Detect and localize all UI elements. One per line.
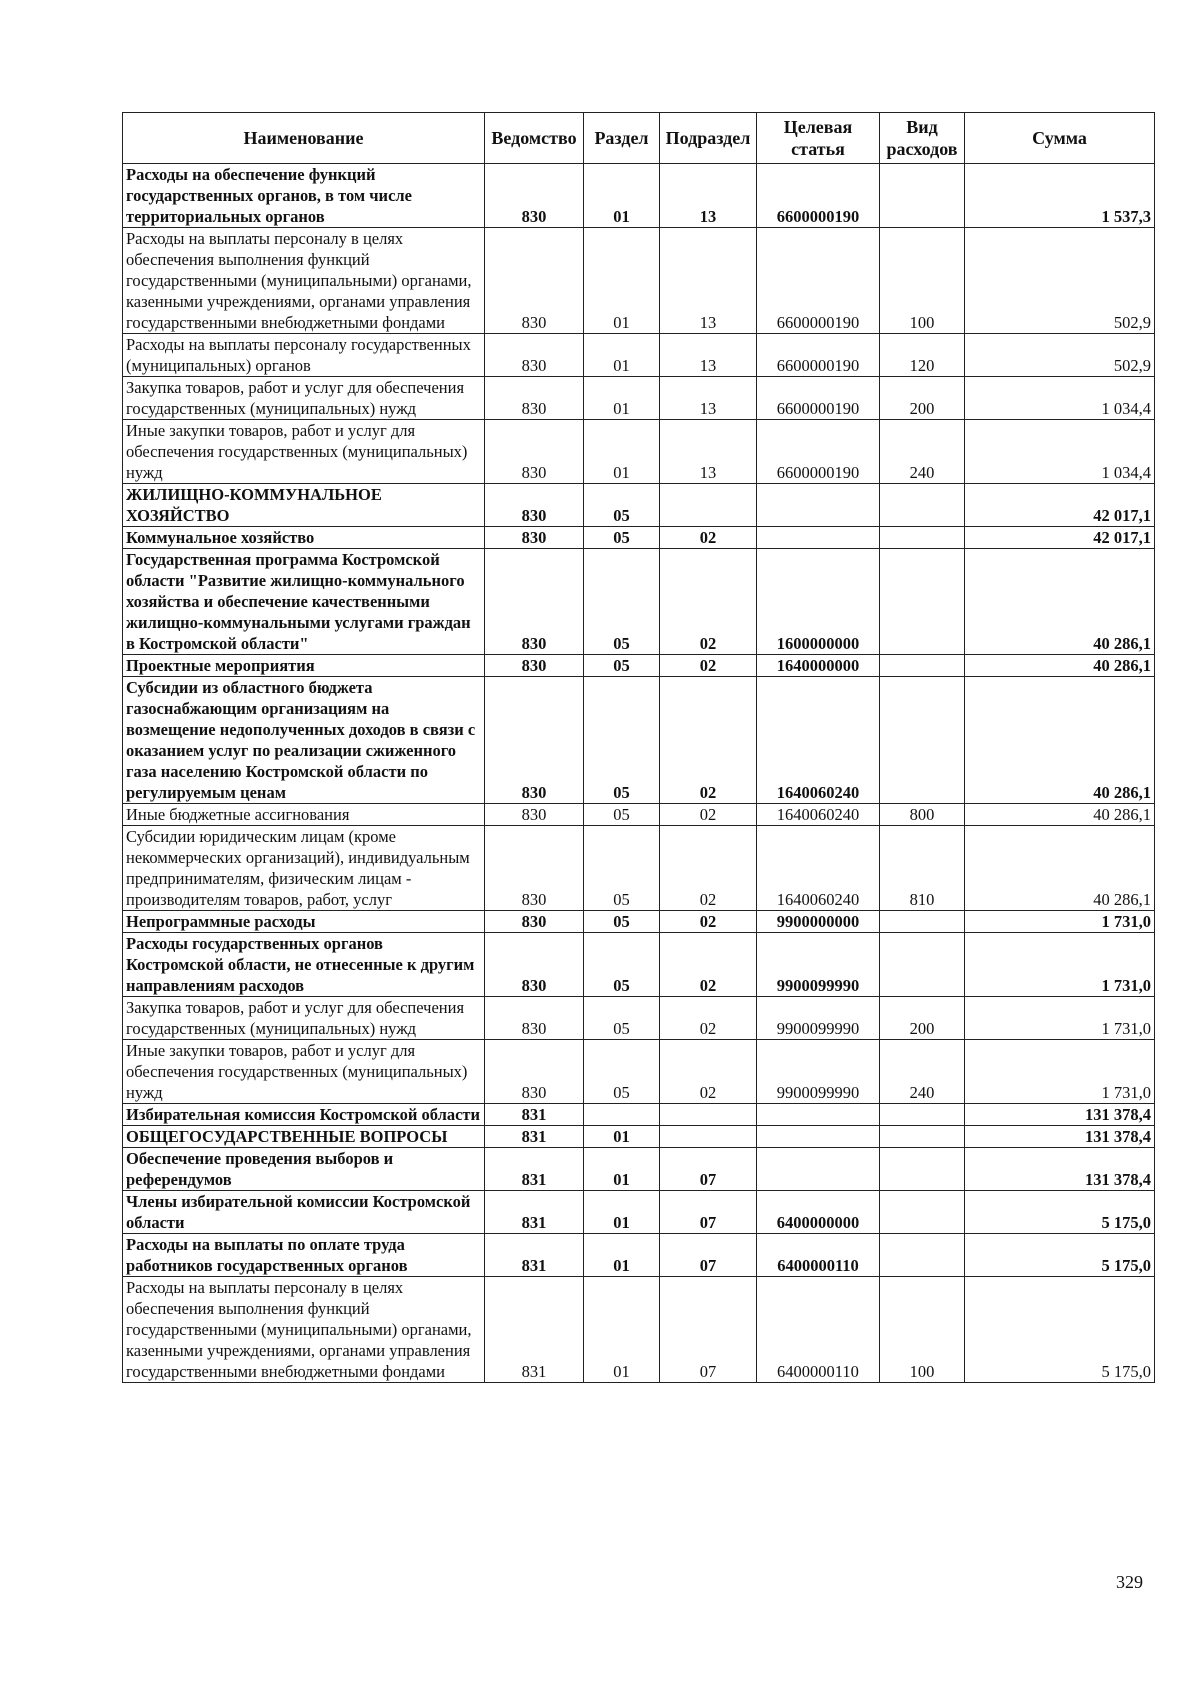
table-row	[123, 911, 1155, 933]
cell-target	[757, 1148, 880, 1191]
cell-type: 810	[880, 826, 965, 911]
cell-sum: 1 731,0	[965, 933, 1155, 997]
cell-sum: 42 017,1	[965, 484, 1155, 527]
cell-section: 05	[584, 655, 660, 677]
cell-target	[757, 1104, 880, 1126]
cell-name: ЖИЛИЩНО-КОММУНАЛЬНОЕ ХОЗЯЙСТВО	[123, 484, 485, 527]
cell-target	[757, 1126, 880, 1148]
cell-subsection	[660, 484, 757, 527]
cell-sum: 42 017,1	[965, 527, 1155, 549]
cell-target	[757, 484, 880, 527]
cell-target: 9900000000	[757, 911, 880, 933]
cell-name: ОБЩЕГОСУДАРСТВЕННЫЕ ВОПРОСЫ	[123, 1126, 485, 1148]
cell-target: 6600000190	[757, 334, 880, 377]
cell-type	[880, 655, 965, 677]
cell-section: 01	[584, 1277, 660, 1383]
cell-sum: 131 378,4	[965, 1104, 1155, 1126]
cell-dept: 831	[485, 1104, 584, 1126]
cell-dept: 830	[485, 804, 584, 826]
cell-name: Избирательная комиссия Костромской области	[123, 1104, 485, 1126]
cell-section: 05	[584, 911, 660, 933]
cell-section: 05	[584, 484, 660, 527]
cell-dept: 830	[485, 228, 584, 334]
cell-dept: 831	[485, 1191, 584, 1234]
cell-subsection: 02	[660, 527, 757, 549]
cell-subsection: 02	[660, 911, 757, 933]
cell-subsection: 02	[660, 997, 757, 1040]
cell-type	[880, 933, 965, 997]
cell-name: Иные закупки товаров, работ и услуг для обеспечения государственных (муниципальных) нужд	[123, 1040, 485, 1104]
cell-subsection: 13	[660, 334, 757, 377]
cell-type	[880, 484, 965, 527]
cell-subsection: 02	[660, 804, 757, 826]
cell-target: 6600000190	[757, 228, 880, 334]
table-row	[123, 228, 1155, 334]
cell-sum: 1 537,3	[965, 164, 1155, 228]
cell-sum: 131 378,4	[965, 1126, 1155, 1148]
cell-name: Расходы на обеспечение функций государственных органов, в том числе территориальных органов	[123, 164, 485, 228]
cell-name: Расходы на выплаты персоналу в целях обеспечения выполнения функций государственными (муниципальными) органами, казенными учреждениями, органами управления государственными внебюджетными фондами	[123, 228, 485, 334]
table-row	[123, 549, 1155, 655]
cell-dept: 830	[485, 997, 584, 1040]
cell-name: Иные закупки товаров, работ и услуг для обеспечения государственных (муниципальных) нужд	[123, 420, 485, 484]
cell-dept: 831	[485, 1277, 584, 1383]
cell-section: 01	[584, 1234, 660, 1277]
cell-sum: 40 286,1	[965, 677, 1155, 804]
table-row	[123, 1277, 1155, 1383]
cell-section: 01	[584, 1148, 660, 1191]
cell-type	[880, 1104, 965, 1126]
cell-target: 6600000190	[757, 377, 880, 420]
cell-name: Коммунальное хозяйство	[123, 527, 485, 549]
cell-dept: 830	[485, 164, 584, 228]
cell-type	[880, 1191, 965, 1234]
cell-name: Расходы на выплаты по оплате труда работников государственных органов	[123, 1234, 485, 1277]
page-number: 329	[1116, 1572, 1143, 1592]
cell-target: 1640000000	[757, 655, 880, 677]
cell-dept: 830	[485, 484, 584, 527]
cell-section: 01	[584, 377, 660, 420]
cell-name: Закупка товаров, работ и услуг для обеспечения государственных (муниципальных) нужд	[123, 377, 485, 420]
cell-dept: 830	[485, 377, 584, 420]
cell-sum: 131 378,4	[965, 1148, 1155, 1191]
cell-dept: 830	[485, 826, 584, 911]
table-row	[123, 484, 1155, 527]
cell-section: 01	[584, 334, 660, 377]
cell-sum: 5 175,0	[965, 1277, 1155, 1383]
cell-target: 6400000110	[757, 1234, 880, 1277]
cell-type	[880, 1148, 965, 1191]
cell-dept: 830	[485, 911, 584, 933]
table-row	[123, 334, 1155, 377]
cell-sum: 40 286,1	[965, 826, 1155, 911]
cell-dept: 830	[485, 933, 584, 997]
cell-name: Иные бюджетные ассигнования	[123, 804, 485, 826]
cell-subsection: 07	[660, 1191, 757, 1234]
cell-name: Обеспечение проведения выборов и референдумов	[123, 1148, 485, 1191]
table-row	[123, 804, 1155, 826]
cell-name: Субсидии юридическим лицам (кроме некоммерческих организаций), индивидуальным предпринимателям, физическим лицам - производителям товаров, работ, услуг	[123, 826, 485, 911]
cell-sum: 1 034,4	[965, 377, 1155, 420]
cell-target: 1640060240	[757, 826, 880, 911]
table-row	[123, 997, 1155, 1040]
table-row	[123, 164, 1155, 228]
cell-subsection: 13	[660, 164, 757, 228]
cell-section: 05	[584, 997, 660, 1040]
table-row	[123, 1126, 1155, 1148]
cell-type: 240	[880, 1040, 965, 1104]
cell-target: 9900099990	[757, 933, 880, 997]
cell-sum: 40 286,1	[965, 655, 1155, 677]
cell-target: 6600000190	[757, 164, 880, 228]
cell-section: 01	[584, 228, 660, 334]
cell-name: Расходы государственных органов Костромской области, не отнесенные к другим направлениям расходов	[123, 933, 485, 997]
cell-target: 9900099990	[757, 997, 880, 1040]
cell-section: 05	[584, 804, 660, 826]
cell-section: 05	[584, 1040, 660, 1104]
cell-dept: 830	[485, 1040, 584, 1104]
table-row	[123, 377, 1155, 420]
cell-dept: 831	[485, 1126, 584, 1148]
cell-type	[880, 1126, 965, 1148]
cell-type	[880, 1234, 965, 1277]
cell-dept: 830	[485, 549, 584, 655]
cell-target: 6600000190	[757, 420, 880, 484]
cell-type: 100	[880, 1277, 965, 1383]
cell-name: Члены избирательной комиссии Костромской области	[123, 1191, 485, 1234]
table-row	[123, 1234, 1155, 1277]
cell-name: Расходы на выплаты персоналу в целях обеспечения выполнения функций государственными (муниципальными) органами, казенными учреждениями, органами управления государственными внебюджетными фондами	[123, 1277, 485, 1383]
table-row	[123, 1040, 1155, 1104]
cell-name: Закупка товаров, работ и услуг для обеспечения государственных (муниципальных) нужд	[123, 997, 485, 1040]
cell-section: 01	[584, 1191, 660, 1234]
cell-subsection: 07	[660, 1234, 757, 1277]
cell-dept: 830	[485, 527, 584, 549]
cell-name: Непрограммные расходы	[123, 911, 485, 933]
cell-target: 1640060240	[757, 804, 880, 826]
cell-name: Расходы на выплаты персоналу государственных (муниципальных) органов	[123, 334, 485, 377]
cell-dept: 830	[485, 677, 584, 804]
table-row	[123, 677, 1155, 804]
cell-section: 05	[584, 677, 660, 804]
table-row	[123, 527, 1155, 549]
cell-type	[880, 677, 965, 804]
cell-type: 200	[880, 997, 965, 1040]
header-dept: Ведомство	[485, 113, 584, 164]
cell-dept: 830	[485, 655, 584, 677]
cell-section: 05	[584, 549, 660, 655]
cell-type	[880, 527, 965, 549]
cell-subsection	[660, 1104, 757, 1126]
header-type: Вид расходов	[880, 113, 965, 164]
cell-sum: 5 175,0	[965, 1191, 1155, 1234]
cell-subsection: 02	[660, 1040, 757, 1104]
cell-section: 01	[584, 164, 660, 228]
cell-name: Проектные мероприятия	[123, 655, 485, 677]
cell-type: 200	[880, 377, 965, 420]
cell-target: 6400000000	[757, 1191, 880, 1234]
cell-subsection	[660, 1126, 757, 1148]
cell-type: 240	[880, 420, 965, 484]
header-target: Целевая статья	[757, 113, 880, 164]
cell-sum: 1 731,0	[965, 911, 1155, 933]
table-row	[123, 933, 1155, 997]
cell-sum: 502,9	[965, 334, 1155, 377]
cell-dept: 830	[485, 334, 584, 377]
header-row	[123, 113, 1155, 164]
table-row	[123, 655, 1155, 677]
cell-name: Государственная программа Костромской области "Развитие жилищно-коммунального хозяйства и обеспечение качественными жилищно-коммунальными услугами граждан в Костромской области"	[123, 549, 485, 655]
table-row	[123, 1191, 1155, 1234]
budget-table	[122, 112, 1155, 1383]
cell-section: 01	[584, 1126, 660, 1148]
cell-subsection: 13	[660, 228, 757, 334]
cell-subsection: 02	[660, 826, 757, 911]
table-row	[123, 420, 1155, 484]
table-row	[123, 1104, 1155, 1126]
cell-section: 01	[584, 420, 660, 484]
cell-section: 05	[584, 826, 660, 911]
cell-type: 800	[880, 804, 965, 826]
cell-type	[880, 911, 965, 933]
cell-subsection: 02	[660, 677, 757, 804]
cell-target: 1640060240	[757, 677, 880, 804]
cell-type	[880, 164, 965, 228]
cell-subsection: 02	[660, 933, 757, 997]
header-name: Наименование	[123, 113, 485, 164]
cell-name: Субсидии из областного бюджета газоснабжающим организациям на возмещение недополученных доходов в связи с оказанием услуг по реализации сжиженного газа населению Костромской области по регулируемым ценам	[123, 677, 485, 804]
cell-type: 120	[880, 334, 965, 377]
cell-target: 9900099990	[757, 1040, 880, 1104]
cell-subsection: 07	[660, 1277, 757, 1383]
cell-section	[584, 1104, 660, 1126]
header-section: Раздел	[584, 113, 660, 164]
header-subsection: Подраздел	[660, 113, 757, 164]
cell-dept: 831	[485, 1234, 584, 1277]
cell-sum: 1 034,4	[965, 420, 1155, 484]
cell-target: 6400000110	[757, 1277, 880, 1383]
cell-subsection: 07	[660, 1148, 757, 1191]
table-row	[123, 1148, 1155, 1191]
cell-dept: 830	[485, 420, 584, 484]
header-sum: Сумма	[965, 113, 1155, 164]
cell-target	[757, 527, 880, 549]
cell-subsection: 13	[660, 377, 757, 420]
cell-type	[880, 549, 965, 655]
cell-sum: 502,9	[965, 228, 1155, 334]
cell-sum: 40 286,1	[965, 804, 1155, 826]
cell-sum: 40 286,1	[965, 549, 1155, 655]
cell-section: 05	[584, 527, 660, 549]
cell-sum: 1 731,0	[965, 1040, 1155, 1104]
cell-type: 100	[880, 228, 965, 334]
cell-target: 1600000000	[757, 549, 880, 655]
cell-sum: 1 731,0	[965, 997, 1155, 1040]
cell-subsection: 02	[660, 655, 757, 677]
cell-dept: 831	[485, 1148, 584, 1191]
table-row	[123, 826, 1155, 911]
cell-subsection: 02	[660, 549, 757, 655]
cell-sum: 5 175,0	[965, 1234, 1155, 1277]
cell-subsection: 13	[660, 420, 757, 484]
cell-section: 05	[584, 933, 660, 997]
